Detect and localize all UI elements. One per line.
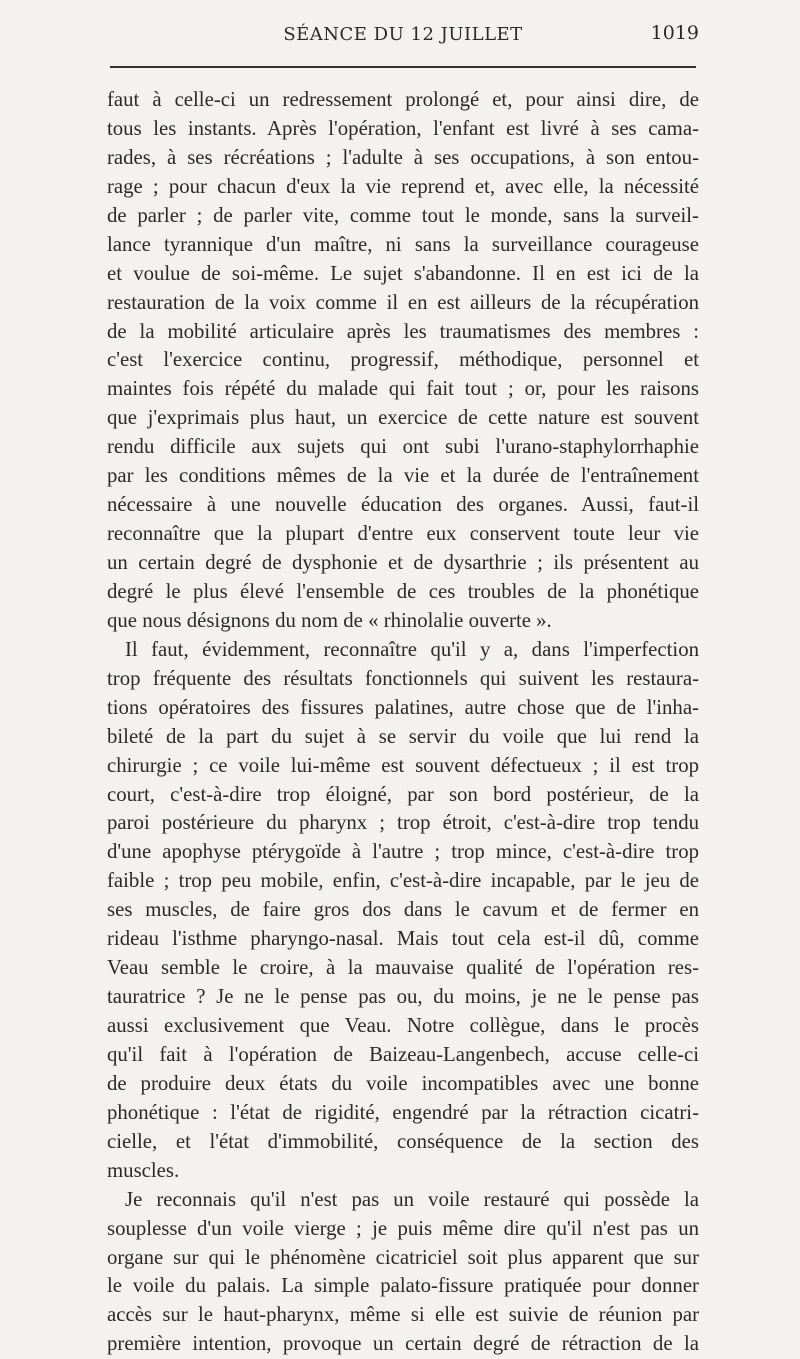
running-title: SÉANCE DU 12 JUILLET bbox=[283, 24, 523, 45]
text-line: un certain degré de dysphonie et de dysarthrie ; ils présentent au bbox=[107, 551, 699, 574]
text-line: reconnaître que la plupart d'entre eux conservent toute leur vie bbox=[107, 522, 699, 546]
text-line: maintes fois répété du malade qui fait tout ; or, pour les raisons bbox=[107, 377, 699, 401]
text-line: chirurgie ; ce voile lui-même est souvent défectueux ; il est trop bbox=[107, 753, 699, 777]
text-line: Il faut, évidemment, reconnaître qu'il y a, dans l'imperfection bbox=[125, 637, 699, 661]
text-line: bileté de la part du sujet à se servir du voile que lui rend la bbox=[107, 724, 699, 748]
text-line: organe sur qui le phénomène cicatriciel soit plus apparent que sur bbox=[107, 1245, 699, 1269]
text-line: qu'il fait à l'opération de Baizeau-Langenbech, accuse celle-ci bbox=[107, 1042, 699, 1066]
text-line: paroi postérieure du pharynx ; trop étroit, c'est-à-dire trop tendu bbox=[107, 811, 699, 835]
text-line: accès sur le haut-pharynx, même si elle est suivie de réunion par bbox=[107, 1303, 699, 1327]
page-number: 1019 bbox=[650, 22, 699, 44]
text-line: d'une apophyse ptérygoïde à l'autre ; trop mince, c'est-à-dire trop bbox=[107, 840, 699, 864]
header-rule bbox=[110, 66, 696, 68]
text-line: le voile du palais. La simple palato-fissure pratiquée pour donner bbox=[107, 1274, 699, 1298]
text-line: souplesse d'un voile vierge ; je puis même dire qu'il n'est pas un bbox=[107, 1216, 699, 1240]
text-line: rendu difficile aux sujets qui ont subi l'urano-staphylorrhaphie bbox=[107, 435, 699, 459]
text-line: de produire deux états du voile incompatibles avec une bonne bbox=[107, 1071, 699, 1095]
text-line: tous les instants. Après l'opération, l'enfant est livré à ses cama- bbox=[107, 116, 699, 140]
text-line: c'est l'exercice continu, progressif, méthodique, personnel et bbox=[107, 348, 699, 372]
text-line: rage ; pour chacun d'eux la vie reprend et, avec elle, la nécessité bbox=[107, 174, 699, 198]
text-line: restauration de la voix comme il en est ailleurs de la récupération bbox=[107, 290, 699, 314]
text-line: faut à celle-ci un redressement prolongé et, pour ainsi dire, de bbox=[107, 88, 699, 111]
text-line: que nous désignons du nom de « rhinolalie ouverte ». bbox=[107, 608, 552, 632]
text-line: de parler ; de parler vite, comme tout le monde, sans la surveil- bbox=[107, 203, 699, 227]
text-line: trop fréquente des résultats fonctionnels qui suivent les restaura- bbox=[107, 666, 699, 690]
text-line: nécessaire à une nouvelle éducation des organes. Aussi, faut-il bbox=[107, 493, 699, 517]
body-text bbox=[107, 86, 699, 1359]
text-line: cielle, et l'état d'immobilité, conséquence de la section des bbox=[107, 1129, 699, 1153]
text-line: Veau semble le croire, à la mauvaise qualité de l'opération res- bbox=[107, 956, 699, 980]
text-line: degré le plus élevé l'ensemble de ces troubles de la phonétique bbox=[107, 579, 699, 603]
text-line: que j'exprimais plus haut, un exercice de cette nature est souvent bbox=[107, 406, 699, 430]
text-line: rideau l'isthme pharyngo-nasal. Mais tout cela est-il dû, comme bbox=[107, 927, 699, 951]
text-line: première intention, provoque un certain degré de rétraction de la bbox=[107, 1332, 699, 1356]
text-line: tions opératoires des fissures palatines, autre chose que de l'inha- bbox=[107, 695, 699, 719]
text-line: de la mobilité articulaire après les traumatismes des membres : bbox=[107, 319, 699, 343]
running-header bbox=[107, 22, 699, 52]
text-line: phonétique : l'état de rigidité, engendré par la rétraction cicatri- bbox=[107, 1100, 699, 1124]
text-line: et voulue de soi-même. Le sujet s'abandonne. Il en est ici de la bbox=[107, 261, 699, 285]
text-line: tauratrice ? Je ne le pense pas ou, du moins, je ne le pense pas bbox=[107, 985, 699, 1009]
text-line: muscles. bbox=[107, 1158, 180, 1182]
text-line: faible ; trop peu mobile, enfin, c'est-à-dire incapable, par le jeu de bbox=[107, 869, 699, 893]
text-line: Je reconnais qu'il n'est pas un voile restauré qui possède la bbox=[125, 1187, 699, 1211]
text-line: aussi exclusivement que Veau. Notre collègue, dans le procès bbox=[107, 1014, 699, 1037]
text-line: court, c'est-à-dire trop éloigné, par son bord postérieur, de la bbox=[107, 782, 699, 806]
text-line: par les conditions mêmes de la vie et la durée de l'entraînement bbox=[107, 464, 699, 488]
text-line: lance tyrannique d'un maître, ni sans la surveillance courageuse bbox=[107, 232, 699, 256]
text-line: rades, à ses récréations ; l'adulte à ses occupations, à son entou- bbox=[107, 145, 699, 169]
text-line: ses muscles, de faire gros dos dans le cavum et de fermer en bbox=[107, 898, 699, 922]
